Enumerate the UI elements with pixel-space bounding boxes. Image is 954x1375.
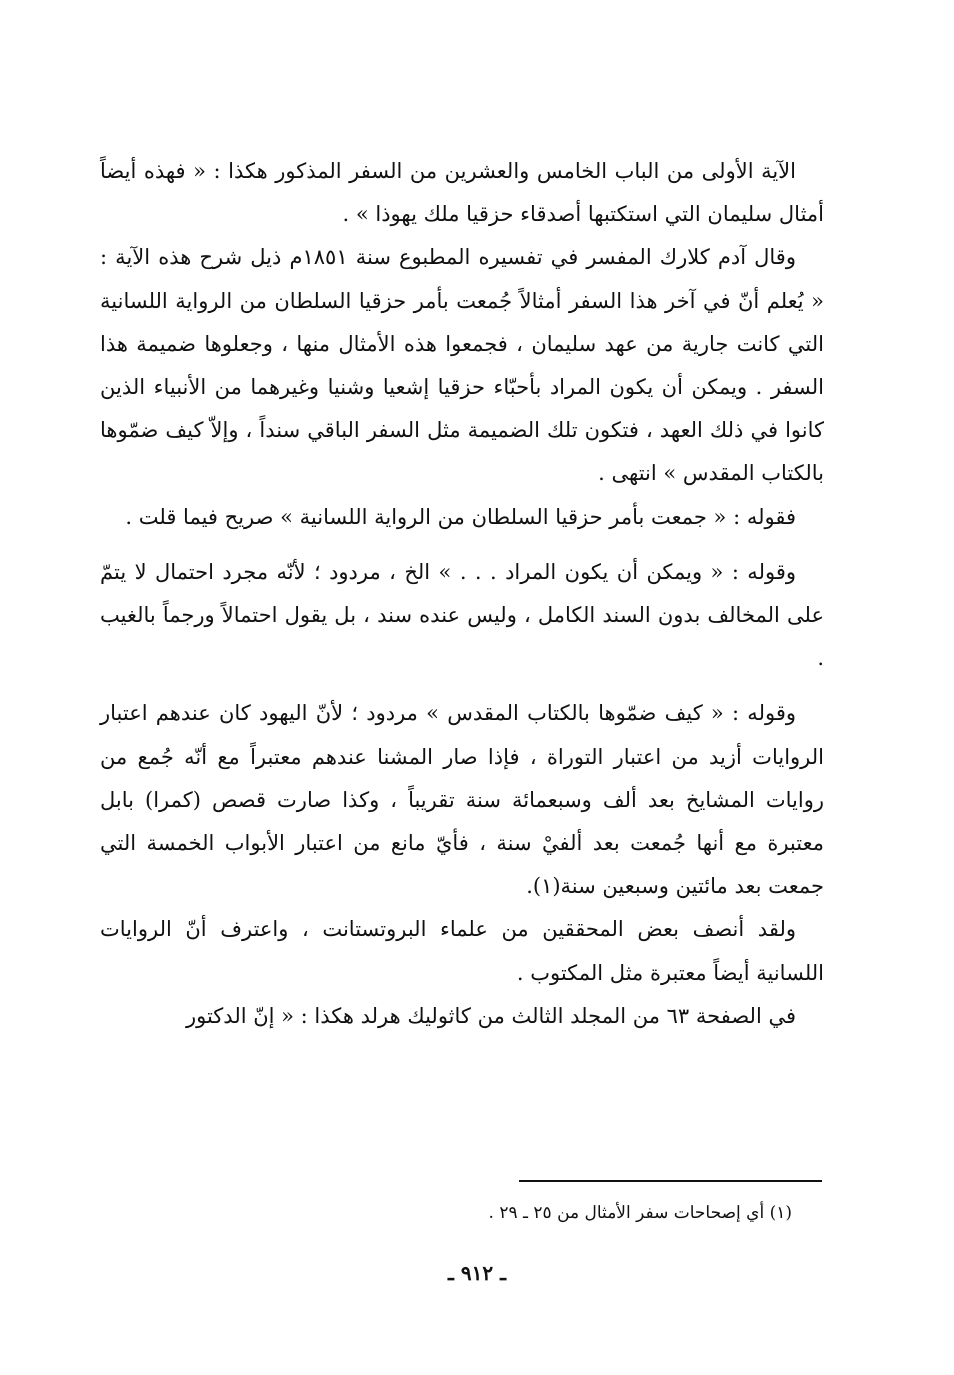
page-number: ـ ٩١٢ ـ [448,1261,506,1285]
paragraph-6: ولقد أنصف بعض المحققين من علماء البروتستانت ، واعترف أنّ الروايات اللسانية أيضاً معتبرة مثل المكتوب . [100,917,824,985]
paragraph-2: وقال آدم كلارك المفسر في تفسيره المطبوع سنة ١٨٥١م ذيل شرح هذه الآية : « يُعلم أنّ في آخر هذا السفر أمثالاً جُمعت بأمر حزقيا السلطان من الرواية اللسانية التي كانت جارية من عهد سليمان ، فجمعوا هذه الأمثال منها ، وجعلوها ضميمة هذا السفر . ويمكن أن يكون المراد بأحبّاء حزقيا إشعيا وشنيا وغيرهما من الأنبياء الذين كانوا في ذلك العهد ، فتكون تلك الضميمة مثل السفر الباقي سنداً ، وإلاّ كيف ضمّوها بالكتاب المقدس » انتهى . [100,245,824,486]
main-text [100,150,824,1038]
footnote-divider [519,1180,822,1182]
paragraph-3: فقوله : « جمعت بأمر حزقيا السلطان من الرواية اللسانية » صريح فيما قلت . [125,504,796,529]
footnote: (١) أي إصحاحات سفر الأمثال من ٢٥ ـ ٢٩ . [488,1203,792,1223]
paragraph-7: في الصفحة ٦٣ من المجلد الثالث من كاثوليك هرلد هكذا : « إنّ الدكتور [185,1003,796,1028]
paragraph-4: وقوله : « ويمكن أن يكون المراد . . . » الخ ، مردود ؛ لأنّه مجرد احتمال لا يتمّ على المخالف بدون السند الكامل ، وليس عنده سند ، بل يقول احتمالاً ورجماً بالغيب . [100,559,824,671]
paragraph-5: وقوله : « كيف ضمّوها بالكتاب المقدس » مردود ؛ لأنّ اليهود كان عندهم اعتبار الروايات أزيد من اعتبار التوراة ، فإذا صار المشنا عندهم معتبراً مع أنّه جُمع من روايات المشايخ بعد ألف وسبعمائة سنة تقريباً ، وكذا صارت قصص (كمرا) بابل معتبرة مع أنها جُمعت بعد ألفيْ سنة ، فأيّ مانع من اعتبار الأبواب الخمسة التي جمعت بعد مائتين وسبعين سنة(١). [100,701,824,899]
paragraph-1: الآية الأولى من الباب الخامس والعشرين من السفر المذكور هكذا : « فهذه أيضاً أمثال سليمان التي استكتبها أصدقاء حزقيا ملك يهوذا » . [100,159,824,227]
